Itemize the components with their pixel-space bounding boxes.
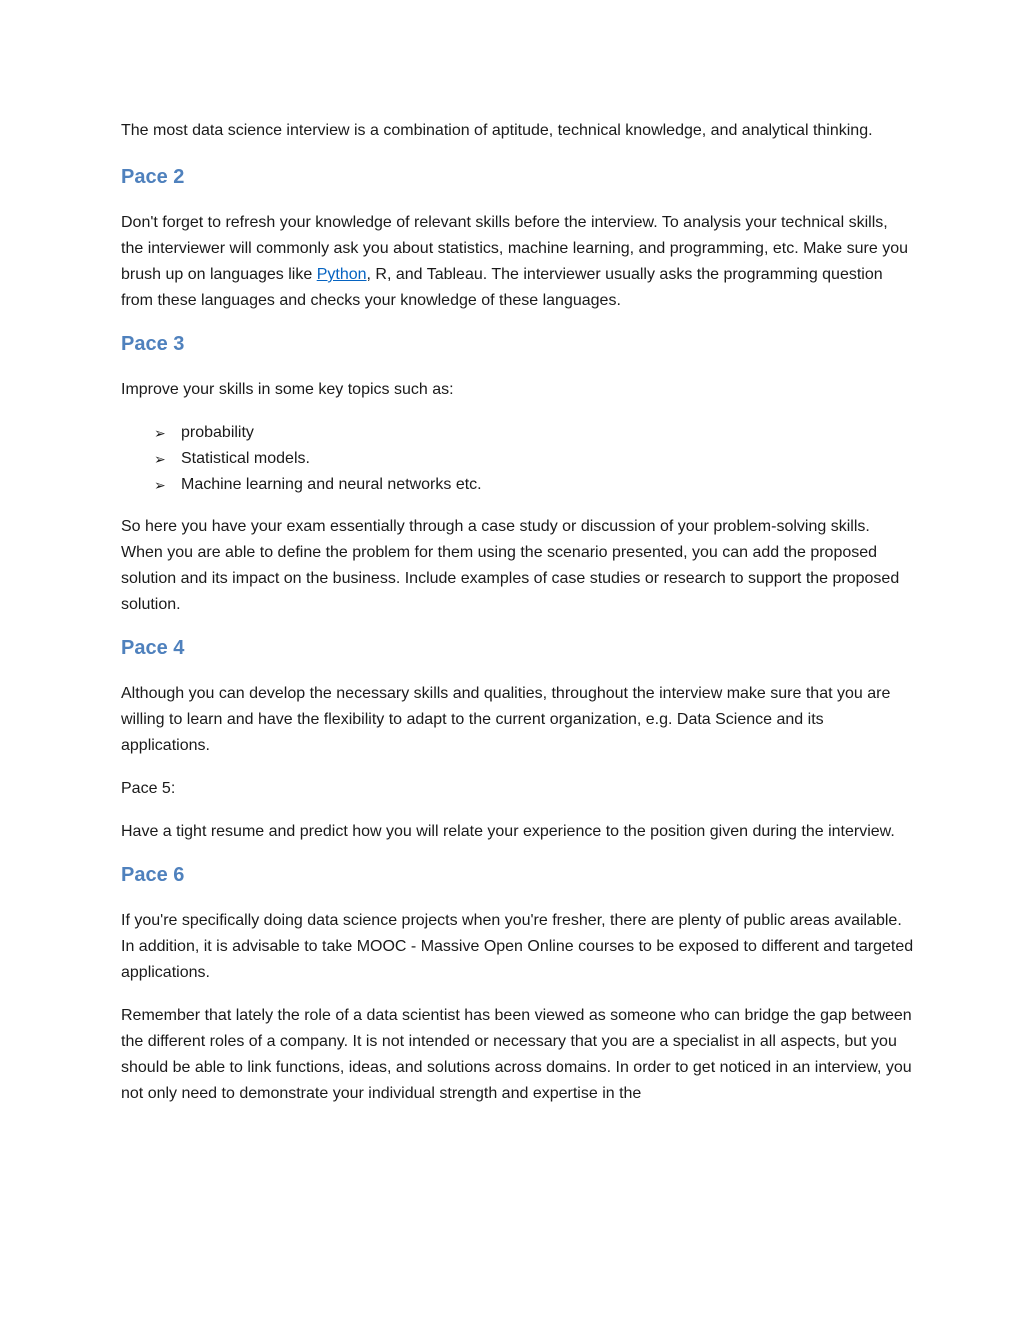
arrow-bullet-icon: ➢ <box>154 477 166 493</box>
list-item <box>154 420 914 446</box>
pace-6-paragraph-1: If you're specifically doing data science projects when you're fresher, there are plenty of public areas available. In addition, it is advisable to take MOOC - Massive Open Online courses to be exposed to different and targeted applications. <box>121 912 914 981</box>
arrow-bullet-icon: ➢ <box>154 451 166 467</box>
list-item <box>154 472 914 498</box>
pace-5-paragraph: Have a tight resume and predict how you will relate your experience to the position given during the interview. <box>121 823 895 840</box>
list-item-text: Machine learning and neural networks etc. <box>181 476 482 493</box>
heading-pace-4: Pace 4 <box>121 637 185 659</box>
pace-5-label: Pace 5: <box>121 780 176 797</box>
arrow-bullet-icon: ➢ <box>154 425 166 441</box>
heading-pace-3: Pace 3 <box>121 333 185 355</box>
pace-2-text-after-link: , R, and Tableau. The interviewer usually asks the programming question from these languages and checks your knowledge of these languages. <box>121 266 883 309</box>
list-item <box>154 446 914 472</box>
python-link[interactable]: Python <box>316 266 367 283</box>
pace-2-paragraph <box>121 210 914 314</box>
pace-3-lead: Improve your skills in some key topics such as: <box>121 381 454 398</box>
pace-4-paragraph: Although you can develop the necessary skills and qualities, throughout the interview make sure that you are willing to learn and have the flexibility to adapt to the current organization, e.g. Data Science and its applications. <box>121 685 891 754</box>
list-item-text: probability <box>181 424 254 441</box>
intro-paragraph: The most data science interview is a combination of aptitude, technical knowledge, and analytical thinking. <box>121 122 873 139</box>
pace-3-paragraph: So here you have your exam essentially through a case study or discussion of your problem-solving skills. When you are able to define the problem for them using the scenario presented, you can add the proposed solution and its impact on the business. Include examples of case studies or research to support the proposed solution. <box>121 518 900 613</box>
pace-2-text-before-link: Don't forget to refresh your knowledge of relevant skills before the interview. To analysis your technical skills, the interviewer will commonly ask you about statistics, machine learning, and programming, etc. Make sure you brush up on languages like <box>121 214 909 283</box>
pace-6-paragraph-2: Remember that lately the role of a data scientist has been viewed as someone who can bridge the gap between the different roles of a company. It is not intended or necessary that you are a specialist in all aspects, but you should be able to link functions, ideas, and solutions across domains. In order to get noticed in an interview, you not only need to demonstrate your individual strength and expertise in the <box>121 1007 912 1102</box>
heading-pace-2: Pace 2 <box>121 166 185 188</box>
list-item-text: Statistical models. <box>181 450 310 467</box>
heading-pace-6: Pace 6 <box>121 864 185 886</box>
topics-list <box>121 420 914 498</box>
